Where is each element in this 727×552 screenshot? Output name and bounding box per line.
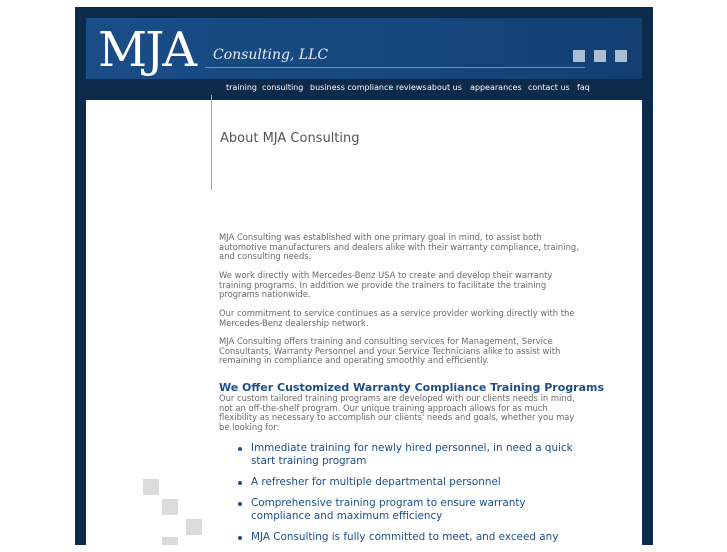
list-item: MJA Consulting is fully committed to meet, and exceed any bbox=[237, 531, 577, 544]
logo[interactable]: MJA bbox=[98, 22, 196, 78]
section-heading: We Offer Customized Warranty Compliance Training Programs bbox=[219, 381, 604, 394]
nav-about-us[interactable]: about us bbox=[427, 83, 462, 92]
list-item: Immediate training for newly hired personnel, in need a quick start training program bbox=[237, 442, 577, 468]
list-item: Comprehensive training program to ensure warranty compliance and maximum efficiency bbox=[237, 497, 577, 523]
nav-faq[interactable]: faq bbox=[577, 83, 590, 92]
benefits-list bbox=[237, 442, 577, 552]
decorative-square-icon bbox=[594, 50, 606, 62]
logo-divider bbox=[205, 67, 585, 68]
list-item: A refresher for multiple departmental personnel bbox=[237, 476, 577, 489]
nav-appearances[interactable]: appearances bbox=[470, 83, 522, 92]
intro-paragraph: We work directly with Mercedes-Benz USA to create and develop their warranty training programs. In addition we provide the trainers to facilitate the training programs nationwide. bbox=[219, 270, 553, 300]
nav-training[interactable]: training bbox=[226, 83, 257, 92]
nav-business-compliance-reviews[interactable]: business compliance reviews bbox=[310, 83, 427, 92]
intro-paragraph: Our commitment to service continues as a service provider working directly with the Mercedes-Benz dealership network. bbox=[219, 308, 575, 328]
nav-contact-us[interactable]: contact us bbox=[528, 83, 570, 92]
intro-paragraph: MJA Consulting offers training and consulting services for Management, Service Consultants, Warranty Personnel and your Service Technicians alike to assist with remaining in compliance and operating smoothly and efficiently. bbox=[219, 336, 561, 366]
section-paragraph: Our custom tailored training programs are developed with our clients needs in mind, not an off-the-shelf program. Our unique training approach allows for as much flexibility as necessary to accomplish our clients' needs and goals, whether you may be looking for: bbox=[219, 393, 575, 432]
decorative-square-icon bbox=[186, 519, 202, 535]
decorative-square-icon bbox=[573, 50, 585, 62]
decorative-square-icon bbox=[143, 479, 159, 495]
nav-consulting[interactable]: consulting bbox=[262, 83, 304, 92]
logo-subtitle: Consulting, LLC bbox=[213, 47, 329, 63]
decorative-square-icon bbox=[162, 537, 178, 545]
decorative-square-icon bbox=[162, 499, 178, 515]
intro-paragraph: MJA Consulting was established with one primary goal in mind, to assist both automotive manufacturers and dealers alike with their warranty compliance, training, and consulting needs. bbox=[219, 232, 579, 262]
decorative-square-icon bbox=[615, 50, 627, 62]
vertical-divider bbox=[211, 95, 212, 190]
page-title: About MJA Consulting bbox=[220, 131, 360, 146]
